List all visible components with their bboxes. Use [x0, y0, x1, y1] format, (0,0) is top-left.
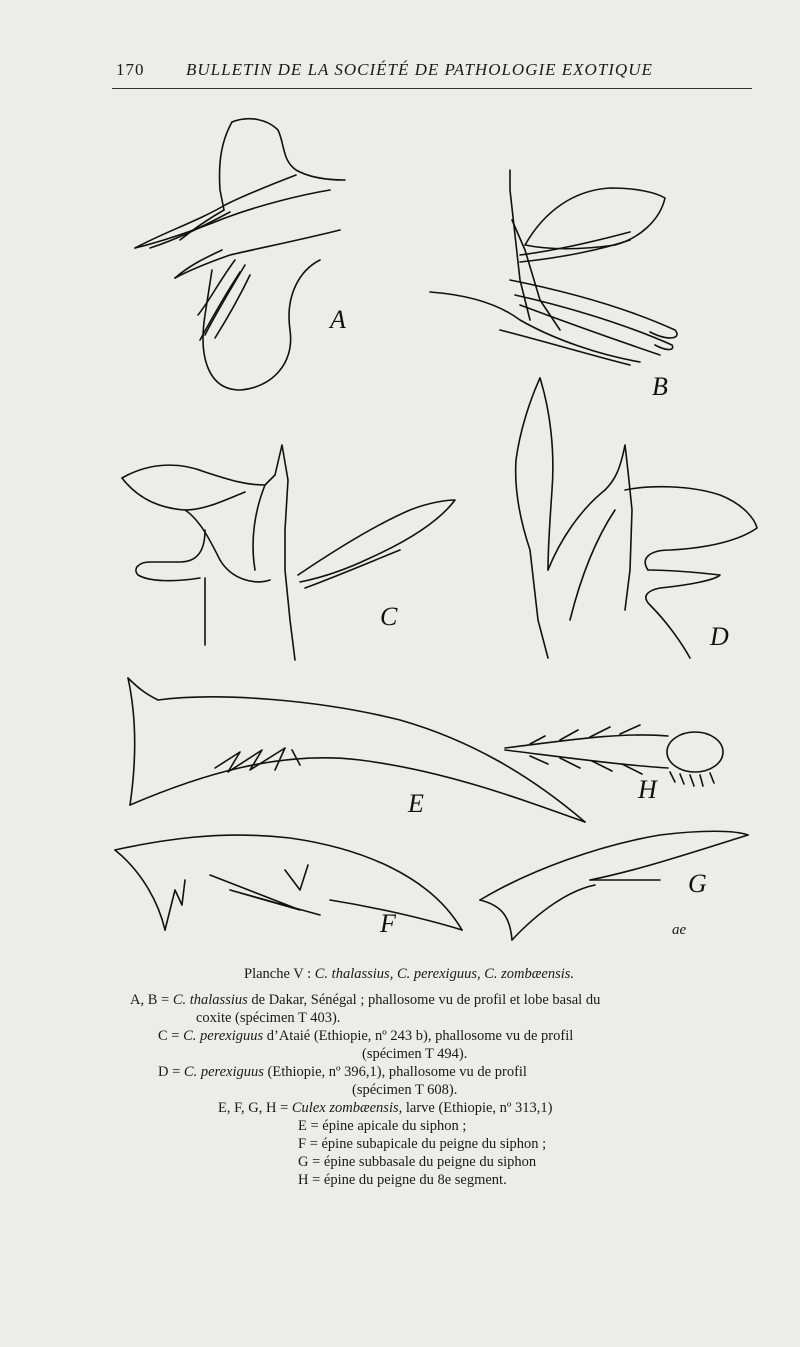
- caption-title-prefix: Planche V :: [244, 966, 315, 982]
- figure-label-g: G: [688, 869, 707, 898]
- figure-label-b: B: [652, 372, 668, 401]
- caption-line: H = épine du peigne du 8e segment.: [298, 1172, 507, 1188]
- caption-line: D = C. perexiguus (Ethiopie, nº 396,1), phallosome vu de profil: [158, 1064, 527, 1080]
- figure-plate: [0, 100, 800, 950]
- figure-label-e: E: [408, 789, 424, 818]
- figure-label-h: H: [638, 775, 657, 804]
- caption-line: (spécimen T 608).: [352, 1082, 458, 1098]
- page-number: 170: [116, 60, 145, 79]
- figure-a-drawing: [135, 119, 345, 390]
- figure-label-c: C: [380, 602, 398, 631]
- figure-label-a: A: [330, 305, 346, 334]
- figure-b-drawing: [430, 170, 677, 365]
- header-rule: [112, 88, 752, 89]
- caption-line: E = épine apicale du siphon ;: [298, 1118, 467, 1134]
- caption-line: A, B = C. thalassius de Dakar, Sénégal ; phallosome vu de profil et lobe basal du: [130, 992, 601, 1008]
- caption-line: C = C. perexiguus d’Ataié (Ethiopie, nº 243 b), phallosome vu de profil: [158, 1028, 574, 1044]
- figure-e-drawing: [128, 678, 585, 822]
- caption-line: (spécimen T 494).: [362, 1046, 468, 1062]
- running-title: BULLETIN DE LA SOCIÉTÉ DE PATHOLOGIE EXOTIQUE: [186, 60, 653, 79]
- artist-signature: ae: [672, 922, 687, 938]
- figure-g-drawing: [480, 831, 748, 940]
- caption-line: coxite (spécimen T 403).: [196, 1010, 341, 1026]
- caption-title-species: C. thalassius, C. perexiguus, C. zombæensis.: [314, 966, 575, 982]
- caption-line: F = épine subapicale du peigne du siphon ;: [298, 1136, 547, 1152]
- figure-d-drawing: [516, 378, 757, 658]
- figure-label-f: F: [380, 909, 396, 938]
- caption-line: E, F, G, H = Culex zombæensis, larve (Ethiopie, nº 313,1): [218, 1100, 553, 1116]
- figure-label-d: D: [710, 622, 729, 651]
- figure-f-drawing: [115, 835, 462, 930]
- caption-title: [244, 965, 574, 984]
- page-header: [112, 58, 752, 86]
- caption-line: G = épine subbasale du peigne du siphon: [298, 1154, 537, 1170]
- figure-c-drawing: [122, 445, 455, 660]
- figure-h-drawing: [505, 725, 723, 786]
